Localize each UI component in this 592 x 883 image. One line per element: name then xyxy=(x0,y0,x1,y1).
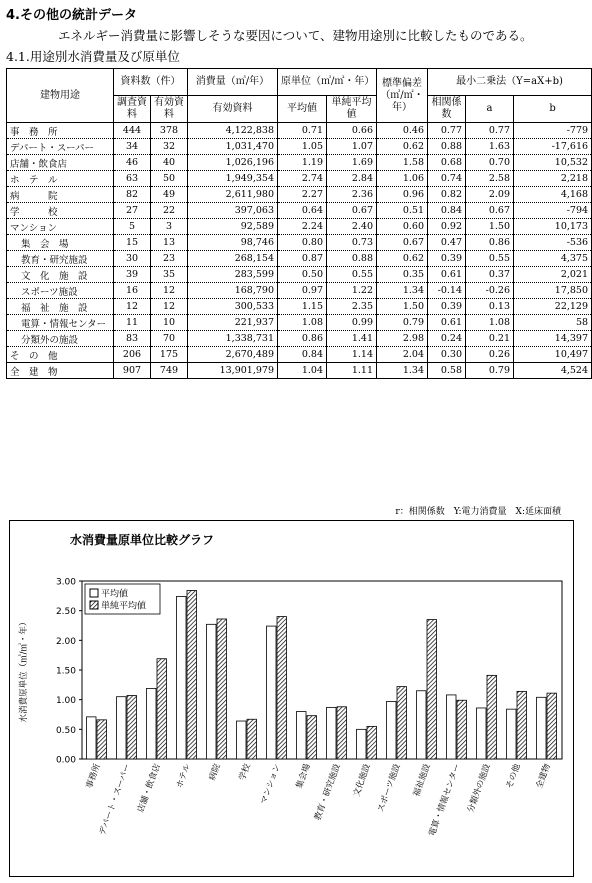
x-tick-label: 文化施設 xyxy=(351,762,373,798)
cell-consumption: 283,599 xyxy=(188,267,278,283)
cell-std: 0.60 xyxy=(377,219,428,235)
table-row xyxy=(7,219,592,235)
cell-r: 0.84 xyxy=(428,203,466,219)
bar-simple-average xyxy=(157,659,167,759)
cell-b: -779 xyxy=(514,123,592,139)
header-b: b xyxy=(514,96,592,123)
header-std: 標準偏差（㎥/㎡・年） xyxy=(377,69,428,123)
cell-surveyed: 34 xyxy=(114,139,151,155)
row-label: デパート・スーパー xyxy=(7,139,114,155)
cell-a: 1.50 xyxy=(466,219,514,235)
cell-avg: 2.24 xyxy=(278,219,327,235)
bar-simple-average xyxy=(547,693,557,759)
cell-std: 2.98 xyxy=(377,331,428,347)
cell-std: 0.79 xyxy=(377,315,428,331)
x-tick-label: 店舗・飲食店 xyxy=(135,762,163,814)
bar-simple-average xyxy=(397,687,407,759)
cell-avg: 0.97 xyxy=(278,283,327,299)
table-row xyxy=(7,331,592,347)
cell-avg: 0.50 xyxy=(278,267,327,283)
cell-consumption: 1,338,731 xyxy=(188,331,278,347)
legend-swatch-simple-average xyxy=(90,601,98,609)
cell-a: 0.21 xyxy=(466,331,514,347)
cell-avg: 2.74 xyxy=(278,171,327,187)
cell-a: 0.70 xyxy=(466,155,514,171)
cell-a: 0.86 xyxy=(466,235,514,251)
legend-label-simple-average: 単純平均値 xyxy=(101,601,147,612)
cell-surveyed: 82 xyxy=(114,187,151,203)
cell-surveyed: 39 xyxy=(114,267,151,283)
row-label: 電算・情報センター xyxy=(7,315,114,331)
cell-b: -17,616 xyxy=(514,139,592,155)
cell-a: 2.09 xyxy=(466,187,514,203)
cell-valid: 378 xyxy=(151,123,188,139)
cell-valid: 175 xyxy=(151,347,188,363)
cell-valid: 12 xyxy=(151,299,188,315)
bar-simple-average xyxy=(307,716,317,759)
cell-b: 4,524 xyxy=(514,363,592,379)
cell-b: 58 xyxy=(514,315,592,331)
cell-b: 14,397 xyxy=(514,331,592,347)
legend-swatch-average xyxy=(90,589,98,597)
x-tick-label: 全建物 xyxy=(534,762,553,791)
cell-surveyed: 15 xyxy=(114,235,151,251)
bar-average xyxy=(117,697,127,759)
cell-simple: 2.40 xyxy=(327,219,377,235)
bar-average xyxy=(507,709,517,759)
legend-label-average: 平均値 xyxy=(101,589,129,600)
y-tick-label: 1.50 xyxy=(55,666,76,677)
cell-consumption: 2,670,489 xyxy=(188,347,278,363)
cell-a: 0.26 xyxy=(466,347,514,363)
subsection-heading: 4.1.用途別水消費量及び原単位 xyxy=(6,49,180,64)
cell-b: 10,532 xyxy=(514,155,592,171)
cell-simple: 1.22 xyxy=(327,283,377,299)
cell-b: 17,850 xyxy=(514,283,592,299)
cell-valid: 32 xyxy=(151,139,188,155)
bar-average xyxy=(357,729,367,759)
cell-a: 0.55 xyxy=(466,251,514,267)
y-tick-label: 0.00 xyxy=(55,755,76,766)
cell-surveyed: 11 xyxy=(114,315,151,331)
cell-simple: 1.41 xyxy=(327,331,377,347)
chart-title: 水消費量原単位比較グラフ xyxy=(70,533,215,547)
row-label: そ の 他 xyxy=(7,347,114,363)
cell-r: 0.82 xyxy=(428,187,466,203)
table-row xyxy=(7,299,592,315)
cell-surveyed: 5 xyxy=(114,219,151,235)
bar-average xyxy=(477,708,487,759)
water-consumption-table xyxy=(6,68,592,379)
cell-consumption: 4,122,838 xyxy=(188,123,278,139)
table-row xyxy=(7,155,592,171)
x-tick-label: ホテル xyxy=(174,762,193,790)
bar-simple-average xyxy=(127,696,137,759)
cell-consumption: 300,533 xyxy=(188,299,278,315)
cell-avg: 0.71 xyxy=(278,123,327,139)
x-tick-label: 教育・研究施設 xyxy=(313,762,343,822)
cell-consumption: 1,026,196 xyxy=(188,155,278,171)
row-label: スポーツ施設 xyxy=(7,283,114,299)
row-label: マンション xyxy=(7,219,114,235)
x-tick-label: 福祉施設 xyxy=(411,762,433,798)
header-a: a xyxy=(466,96,514,123)
cell-valid: 12 xyxy=(151,283,188,299)
cell-simple: 0.66 xyxy=(327,123,377,139)
cell-std: 1.50 xyxy=(377,299,428,315)
cell-simple: 0.88 xyxy=(327,251,377,267)
cell-std: 1.34 xyxy=(377,363,428,379)
bar-simple-average xyxy=(217,619,227,759)
cell-valid: 35 xyxy=(151,267,188,283)
cell-surveyed: 16 xyxy=(114,283,151,299)
y-tick-label: 1.00 xyxy=(55,696,76,707)
bar-average xyxy=(297,712,307,759)
bar-average xyxy=(417,691,427,759)
table-row xyxy=(7,203,592,219)
header-valid-data: 有効資料 xyxy=(188,96,278,123)
cell-std: 1.06 xyxy=(377,171,428,187)
cell-b: -794 xyxy=(514,203,592,219)
cell-r: 0.39 xyxy=(428,251,466,267)
cell-r: 0.47 xyxy=(428,235,466,251)
cell-surveyed: 27 xyxy=(114,203,151,219)
table-row xyxy=(7,171,592,187)
row-label: 学 校 xyxy=(7,203,114,219)
cell-simple: 2.84 xyxy=(327,171,377,187)
table-row xyxy=(7,251,592,267)
x-tick-label: その他 xyxy=(504,762,523,791)
cell-r: 0.88 xyxy=(428,139,466,155)
x-tick-label: デパート・スーパー xyxy=(97,762,133,837)
cell-consumption: 221,937 xyxy=(188,315,278,331)
cell-avg: 1.05 xyxy=(278,139,327,155)
row-label: 福 祉 施 設 xyxy=(7,299,114,315)
cell-valid: 40 xyxy=(151,155,188,171)
bar-average xyxy=(237,721,247,759)
cell-simple: 0.99 xyxy=(327,315,377,331)
cell-a: 1.63 xyxy=(466,139,514,155)
cell-b: 22,129 xyxy=(514,299,592,315)
cell-b: 10,173 xyxy=(514,219,592,235)
cell-surveyed: 83 xyxy=(114,331,151,347)
row-label: 病 院 xyxy=(7,187,114,203)
cell-valid: 70 xyxy=(151,331,188,347)
table-row xyxy=(7,363,592,379)
bar-simple-average xyxy=(517,691,527,759)
row-label: 教育・研究施設 xyxy=(7,251,114,267)
cell-consumption: 1,949,354 xyxy=(188,171,278,187)
y-axis-label: 水消費原単位（㎥/㎡・年） xyxy=(19,617,29,723)
header-simple-avg: 単純平均値 xyxy=(327,96,377,123)
cell-simple: 0.55 xyxy=(327,267,377,283)
bar-simple-average xyxy=(247,719,257,759)
cell-std: 0.35 xyxy=(377,267,428,283)
header-unit: 原単位（㎥/㎡・年） xyxy=(278,69,377,96)
cell-simple: 1.07 xyxy=(327,139,377,155)
header-surveyed: 調査資料 xyxy=(114,96,151,123)
row-label: 集 会 場 xyxy=(7,235,114,251)
cell-valid: 13 xyxy=(151,235,188,251)
cell-consumption: 2,611,980 xyxy=(188,187,278,203)
cell-r: 0.68 xyxy=(428,155,466,171)
cell-b: 2,218 xyxy=(514,171,592,187)
cell-r: 0.61 xyxy=(428,267,466,283)
cell-std: 0.46 xyxy=(377,123,428,139)
cell-r: 0.24 xyxy=(428,331,466,347)
bar-simple-average xyxy=(277,617,287,759)
cell-consumption: 397,063 xyxy=(188,203,278,219)
x-tick-label: 分類外の施設 xyxy=(465,762,493,814)
bar-average xyxy=(177,596,187,759)
intro-text: エネルギー消費量に影響しそうな要因について、建物用途別に比較したものである。 xyxy=(58,28,533,43)
cell-surveyed: 206 xyxy=(114,347,151,363)
bar-average xyxy=(147,688,157,759)
cell-avg: 0.64 xyxy=(278,203,327,219)
cell-std: 0.62 xyxy=(377,251,428,267)
cell-std: 2.04 xyxy=(377,347,428,363)
row-label: 分類外の施設 xyxy=(7,331,114,347)
table-row xyxy=(7,235,592,251)
table-note: r：相関係数 Y:電力消費量 X:延床面積 xyxy=(395,507,561,517)
header-count: 資料数（件） xyxy=(114,69,188,96)
cell-consumption: 92,589 xyxy=(188,219,278,235)
header-valid: 有効資料 xyxy=(151,96,188,123)
cell-surveyed: 12 xyxy=(114,299,151,315)
header-use: 建物用途 xyxy=(7,69,114,123)
cell-a: 0.79 xyxy=(466,363,514,379)
cell-valid: 749 xyxy=(151,363,188,379)
header-lsq: 最小二乗法（Y=aX+b) xyxy=(428,69,592,96)
cell-std: 0.51 xyxy=(377,203,428,219)
cell-surveyed: 63 xyxy=(114,171,151,187)
x-tick-label: 電算・情報センター xyxy=(427,762,463,838)
x-tick-label: マンション xyxy=(259,762,283,806)
cell-simple: 1.69 xyxy=(327,155,377,171)
bar-simple-average xyxy=(367,726,377,759)
cell-avg: 1.04 xyxy=(278,363,327,379)
table-row xyxy=(7,267,592,283)
cell-avg: 0.87 xyxy=(278,251,327,267)
table-row xyxy=(7,187,592,203)
cell-a: 0.77 xyxy=(466,123,514,139)
x-tick-label: 学校 xyxy=(237,762,253,783)
chart-panel xyxy=(9,520,574,877)
cell-consumption: 13,901,979 xyxy=(188,363,278,379)
cell-b: 10,497 xyxy=(514,347,592,363)
cell-a: 2.58 xyxy=(466,171,514,187)
cell-avg: 2.27 xyxy=(278,187,327,203)
x-tick-label: 集会場 xyxy=(294,762,313,791)
row-label: 文 化 施 設 xyxy=(7,267,114,283)
table-row xyxy=(7,347,592,363)
cell-b: 4,168 xyxy=(514,187,592,203)
cell-consumption: 98,746 xyxy=(188,235,278,251)
bar-simple-average xyxy=(457,700,467,759)
x-tick-label: 事務所 xyxy=(84,762,103,791)
header-avg: 平均値 xyxy=(278,96,327,123)
cell-std: 0.96 xyxy=(377,187,428,203)
cell-a: 0.37 xyxy=(466,267,514,283)
cell-std: 0.62 xyxy=(377,139,428,155)
cell-valid: 49 xyxy=(151,187,188,203)
cell-surveyed: 46 xyxy=(114,155,151,171)
bar-simple-average xyxy=(97,720,107,759)
bar-simple-average xyxy=(487,675,497,759)
cell-valid: 3 xyxy=(151,219,188,235)
cell-consumption: 1,031,470 xyxy=(188,139,278,155)
cell-std: 1.58 xyxy=(377,155,428,171)
cell-consumption: 268,154 xyxy=(188,251,278,267)
table-row xyxy=(7,139,592,155)
row-label: 全 建 物 xyxy=(7,363,114,379)
cell-b: 2,021 xyxy=(514,267,592,283)
cell-avg: 0.86 xyxy=(278,331,327,347)
bar-average xyxy=(447,695,457,759)
bar-average xyxy=(207,624,217,759)
cell-simple: 1.14 xyxy=(327,347,377,363)
cell-avg: 1.08 xyxy=(278,315,327,331)
table-row xyxy=(7,123,592,139)
bar-simple-average xyxy=(427,620,437,759)
bar-simple-average xyxy=(187,590,197,759)
cell-r: 0.39 xyxy=(428,299,466,315)
cell-surveyed: 30 xyxy=(114,251,151,267)
cell-a: 1.08 xyxy=(466,315,514,331)
row-label: 店舗・飲食店 xyxy=(7,155,114,171)
cell-simple: 0.67 xyxy=(327,203,377,219)
cell-simple: 1.11 xyxy=(327,363,377,379)
cell-r: 0.61 xyxy=(428,315,466,331)
header-consumption: 消費量（㎥/年） xyxy=(188,69,278,96)
cell-a: 0.13 xyxy=(466,299,514,315)
bar-average xyxy=(327,707,337,759)
cell-std: 0.67 xyxy=(377,235,428,251)
cell-valid: 22 xyxy=(151,203,188,219)
cell-avg: 1.19 xyxy=(278,155,327,171)
cell-surveyed: 444 xyxy=(114,123,151,139)
bar-average xyxy=(387,701,397,759)
row-label: ホ テ ル xyxy=(7,171,114,187)
bar-average xyxy=(87,717,97,759)
cell-std: 1.34 xyxy=(377,283,428,299)
row-label: 事 務 所 xyxy=(7,123,114,139)
table-row xyxy=(7,283,592,299)
cell-simple: 0.73 xyxy=(327,235,377,251)
cell-r: 0.58 xyxy=(428,363,466,379)
section-heading: 4.その他の統計データ xyxy=(6,8,137,23)
cell-consumption: 168,790 xyxy=(188,283,278,299)
y-tick-label: 2.50 xyxy=(55,607,76,618)
bar-simple-average xyxy=(337,707,347,759)
cell-r: 0.92 xyxy=(428,219,466,235)
bar-average xyxy=(267,626,277,759)
cell-a: -0.26 xyxy=(466,283,514,299)
y-tick-label: 2.00 xyxy=(55,636,76,647)
y-tick-label: 3.00 xyxy=(55,577,76,588)
cell-simple: 2.35 xyxy=(327,299,377,315)
cell-valid: 23 xyxy=(151,251,188,267)
cell-surveyed: 907 xyxy=(114,363,151,379)
cell-r: 0.77 xyxy=(428,123,466,139)
bar-average xyxy=(537,697,547,759)
header-r: 相関係数 xyxy=(428,96,466,123)
cell-b: -536 xyxy=(514,235,592,251)
cell-valid: 10 xyxy=(151,315,188,331)
cell-valid: 50 xyxy=(151,171,188,187)
cell-avg: 0.84 xyxy=(278,347,327,363)
x-tick-label: スポーツ施設 xyxy=(376,762,403,814)
cell-a: 0.67 xyxy=(466,203,514,219)
cell-r: -0.14 xyxy=(428,283,466,299)
cell-avg: 1.15 xyxy=(278,299,327,315)
cell-avg: 0.80 xyxy=(278,235,327,251)
bar-chart xyxy=(10,521,573,876)
cell-r: 0.30 xyxy=(428,347,466,363)
cell-b: 4,375 xyxy=(514,251,592,267)
y-tick-label: 0.50 xyxy=(55,725,76,736)
x-tick-label: 病院 xyxy=(207,762,223,783)
cell-simple: 2.36 xyxy=(327,187,377,203)
cell-r: 0.74 xyxy=(428,171,466,187)
table-row xyxy=(7,315,592,331)
